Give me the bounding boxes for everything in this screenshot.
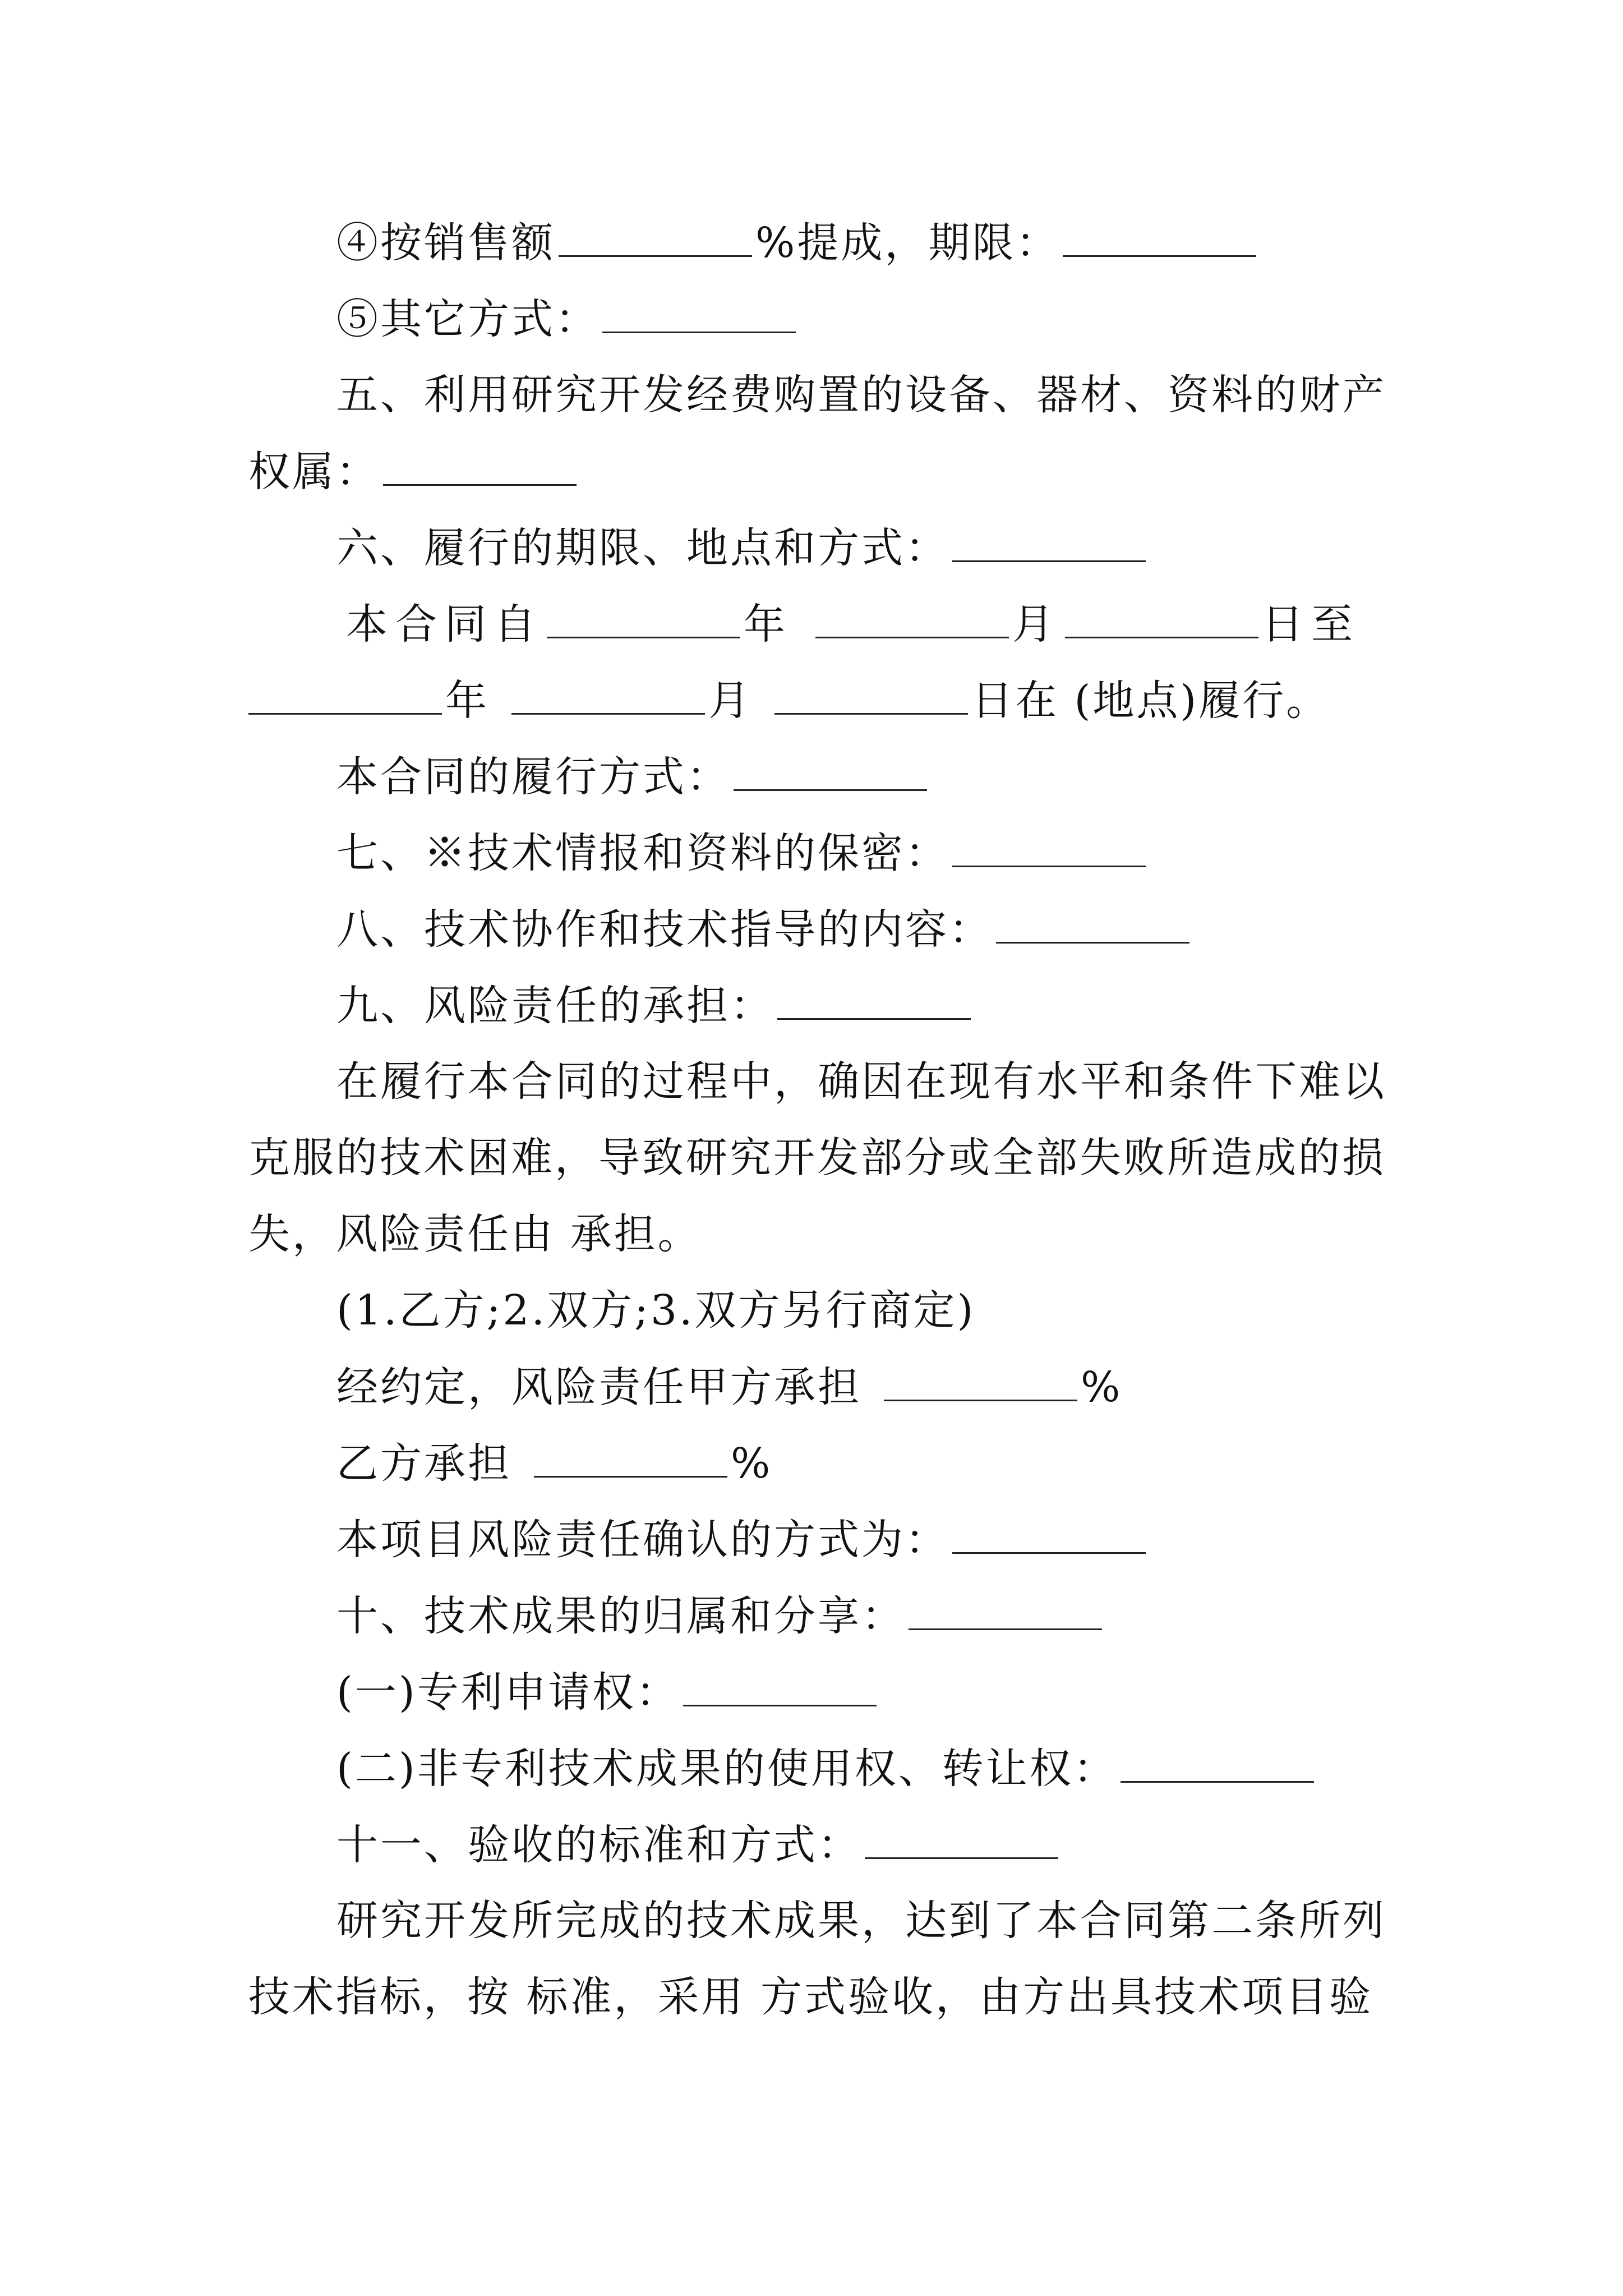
line-patent-right [336, 1668, 880, 1717]
blank-field[interactable] [884, 1366, 1077, 1401]
text: (二)非专利技术成果的使用权、转让权： [336, 1745, 1117, 1793]
blank-field[interactable] [1063, 222, 1256, 257]
line-clause-5-cont [248, 448, 580, 496]
text: 五、利用研究开发经费购置的设备、器材、资料的财产 [336, 371, 1386, 419]
text: %提成，期限： [755, 219, 1060, 267]
line-other-method [336, 295, 799, 343]
line-clause-5 [336, 371, 1386, 419]
text: 乙方承担 [336, 1439, 511, 1488]
text: (一)专利申请权： [336, 1668, 680, 1717]
blank-field[interactable] [1121, 1747, 1314, 1783]
text: 十一、验收的标准和方式： [336, 1821, 861, 1869]
text: % [731, 1439, 773, 1488]
blank-field[interactable] [1065, 603, 1258, 638]
line-risk-options [336, 1286, 976, 1335]
line-clause-11 [336, 1821, 1062, 1869]
blank-field[interactable] [952, 1519, 1146, 1554]
text: 在履行本合同的过程中，确因在现有水平和条件下难以 [336, 1057, 1386, 1106]
line-risk-paragraph-3 [248, 1210, 702, 1258]
text: 本合同自 [346, 600, 543, 648]
blank-field[interactable] [383, 450, 577, 486]
blank-field[interactable] [559, 222, 752, 257]
line-acceptance-paragraph-1 [336, 1897, 1386, 1945]
blank-field[interactable] [952, 832, 1146, 867]
blank-field[interactable] [774, 679, 968, 715]
text: % [1081, 1363, 1123, 1411]
blank-field[interactable] [865, 1824, 1058, 1859]
blank-field[interactable] [602, 298, 796, 333]
line-risk-party-a [336, 1363, 1123, 1411]
line-contract-period-cont [248, 677, 1330, 725]
text: 研究开发所完成的技术成果，达到了本合同第二条所列 [336, 1897, 1386, 1945]
blank-field[interactable] [909, 1595, 1102, 1630]
text: 日在 (地点)履行。 [971, 677, 1330, 725]
text: 年 [445, 677, 489, 725]
blank-field[interactable] [248, 679, 442, 715]
blank-field[interactable] [534, 1442, 727, 1478]
line-risk-paragraph-1 [336, 1057, 1386, 1106]
line-clause-7 [336, 829, 1149, 877]
line-clause-8 [336, 905, 1193, 954]
line-risk-paragraph-2 [248, 1134, 1386, 1182]
blank-field[interactable] [952, 527, 1146, 562]
text: ⑤其它方式： [336, 295, 599, 343]
text: 克服的技术困难，导致研究开发部分或全部失败所造成的损 [248, 1134, 1386, 1182]
text: 失，风险责任由 承担。 [248, 1210, 702, 1258]
blank-field[interactable] [683, 1671, 877, 1706]
text: 经约定，风险责任甲方承担 [336, 1363, 861, 1411]
line-acceptance-paragraph-2 [248, 1973, 1373, 2021]
blank-field[interactable] [734, 756, 927, 791]
text: 八、技术协作和技术指导的内容： [336, 905, 993, 954]
text: 日至 [1262, 600, 1361, 648]
line-contract-period [346, 600, 1361, 648]
text: 技术指标，按 标准，采用 方式验收，由方出具技术项目验 [248, 1973, 1373, 2021]
line-risk-party-b [336, 1439, 773, 1488]
text: 本合同的履行方式： [336, 753, 730, 801]
blank-field[interactable] [511, 679, 705, 715]
blank-field[interactable] [996, 908, 1189, 944]
text: (1.乙方;2.双方;3.双方另行商定) [336, 1286, 976, 1335]
line-clause-10 [336, 1592, 1105, 1640]
text: 十、技术成果的归属和分享： [336, 1592, 905, 1640]
text: 本项目风险责任确认的方式为： [336, 1516, 949, 1564]
text: 年 [744, 600, 793, 648]
text: 九、风险责任的承担： [336, 982, 774, 1030]
line-clause-9 [336, 982, 974, 1030]
line-performance-method [336, 753, 930, 801]
text: 月 [1012, 600, 1062, 648]
text: 六、履行的期限、地点和方式： [336, 524, 949, 572]
blank-field[interactable] [547, 603, 740, 638]
line-non-patent-right [336, 1745, 1317, 1793]
text: 权属： [248, 448, 380, 496]
line-royalty-by-sales [336, 219, 1260, 267]
text: 月 [708, 677, 752, 725]
text: ④按销售额 [336, 219, 555, 267]
blank-field[interactable] [815, 603, 1009, 638]
blank-field[interactable] [777, 984, 971, 1020]
line-clause-6 [336, 524, 1149, 572]
line-risk-confirmation [336, 1516, 1149, 1564]
text: 七、※技术情报和资料的保密： [336, 829, 949, 877]
